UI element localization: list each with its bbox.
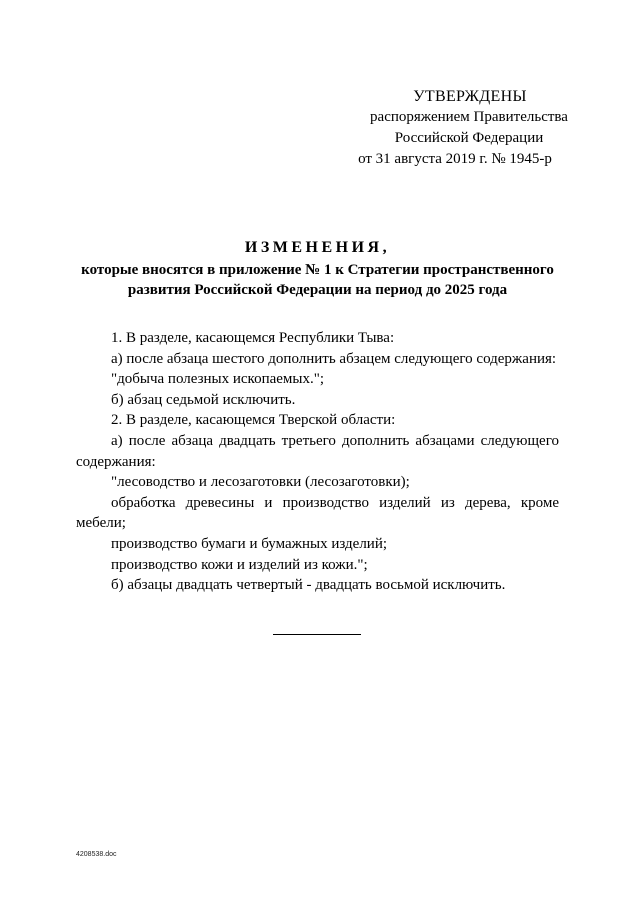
document-heading — [60, 236, 575, 300]
document-body — [76, 328, 559, 596]
document-file-code: 4208538.doc — [76, 851, 117, 858]
body-paragraph: 2. В разделе, касающемся Тверской области: — [111, 412, 396, 429]
end-separator-line — [273, 634, 361, 635]
heading-subtitle-line-1: которые вносятся в приложение № 1 к Стратегии пространственного — [81, 262, 554, 278]
body-paragraph: "добыча полезных ископаемых."; — [111, 371, 325, 388]
heading-title: ИЗМЕНЕНИЯ, — [244, 239, 391, 256]
body-paragraph: производство кожи и изделий из кожи."; — [111, 556, 368, 573]
approval-block — [330, 86, 580, 170]
body-paragraph: а) после абзаца шестого дополнить абзацем следующего содержания: — [111, 350, 557, 367]
approval-line-3: от 31 августа 2019 г. № 1945-р — [358, 151, 552, 167]
heading-subtitle-line-2: развития Российской Федерации на период до 2025 года — [127, 282, 508, 298]
body-paragraph: б) абзац седьмой исключить. — [111, 391, 296, 408]
approval-title: УТВЕРЖДЕНЫ — [413, 88, 527, 105]
approval-line-1: распоряжением Правительства — [370, 109, 568, 125]
body-paragraph: производство бумаги и бумажных изделий; — [111, 535, 388, 552]
body-paragraph: обработка древесины и производство изделий из дерева, кроме мебели; — [76, 494, 559, 532]
body-paragraph: а) после абзаца двадцать третьего дополнить абзацами следующего содержания: — [76, 432, 559, 470]
body-paragraph: б) абзацы двадцать четвертый - двадцать восьмой исключить. — [111, 577, 506, 594]
body-paragraph: "лесоводство и лесозаготовки (лесозаготовки); — [111, 474, 410, 491]
body-paragraph: 1. В разделе, касающемся Республики Тыва: — [111, 330, 395, 346]
approval-line-2: Российской Федерации — [394, 130, 544, 146]
